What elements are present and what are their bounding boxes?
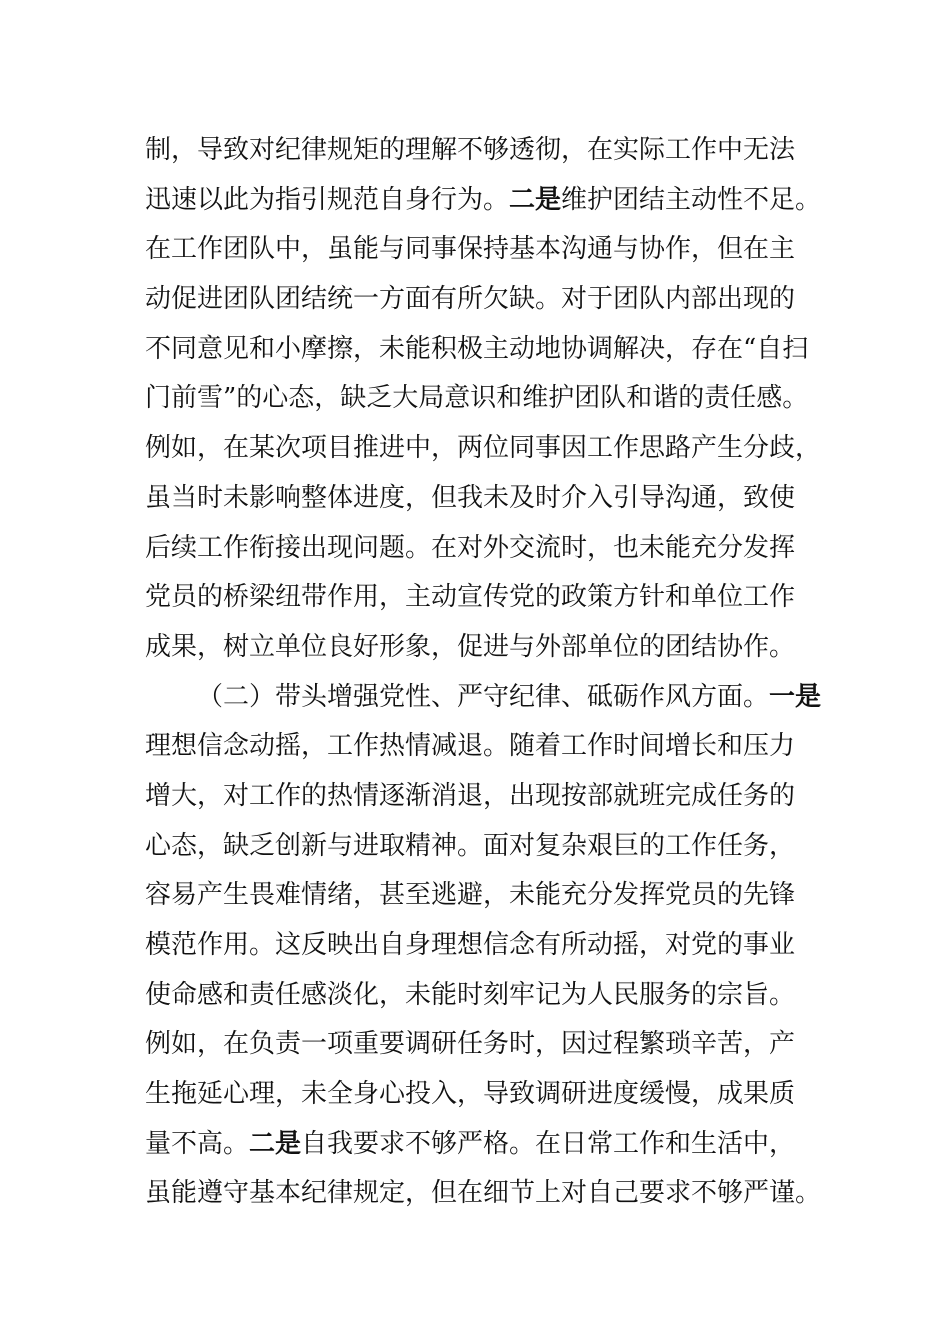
text-segment: 制，导致对纪律规矩的理解不够透彻，在实际工作中无法 [145,135,796,165]
text-line [145,722,845,772]
text-segment: 虽能遵守基本纪律规定，但在细节上对自己要求不够严谨。 [145,1178,822,1209]
text-segment: 心态，缺乏创新与进取精神。面对复杂艰巨的工作任务， [145,830,796,861]
text-segment: 理想信念动摇，工作热情减退。随着工作时间增长和压力 [145,731,796,762]
text-line [145,1169,845,1219]
text-line [145,374,845,424]
text-segment: 使命感和责任感淡化，未能时刻牢记为人民服务的宗旨。 [145,979,796,1010]
text-line [145,623,845,673]
text-line [145,275,845,325]
text-line [145,871,845,921]
text-segment: 容易产生畏难情绪，甚至逃避，未能充分发挥党员的先锋 [145,880,796,911]
text-line [145,772,845,822]
text-segment: 迅速以此为指引规范自身行为。 [145,184,510,215]
text-segment: 量不高。 [145,1128,250,1159]
text-segment: 自我要求不够严格。在日常工作和生活中， [301,1128,796,1159]
text-segment: 模范作用。这反映出自身理想信念有所动摇，对党的事业 [145,930,796,960]
text-segment: 后续工作衔接出现问题。在对外交流时，也未能充分发挥 [145,532,796,563]
text-line [145,176,845,226]
text-segment: 增大，对工作的热情逐渐消退，出现按部就班完成任务的 [145,780,796,811]
body-text [145,126,845,1219]
text-line [145,424,845,474]
text-segment: 例如，在某次项目推进中，两位同事因工作思路产生分歧， [145,433,822,464]
text-segment: 维护团结主动性不足。 [561,184,822,215]
text-segment: 动促进团队团结统一方面有所欠缺。对于团队内部出现的 [145,284,796,315]
text-line [145,1020,845,1070]
text-segment: 生拖延心理，未全身心投入，导致调研进度缓慢，成果质 [145,1079,796,1110]
text-segment: 在工作团队中，虽能与同事保持基本沟通与协作，但在主 [145,234,796,265]
text-line [145,822,845,872]
text-line [145,1070,845,1120]
text-line [145,474,845,524]
text-line [145,325,845,375]
text-line [145,126,845,176]
text-line [145,673,845,723]
text-segment: 门前雪”的心态，缺乏大局意识和维护团队和谐的责任感。 [145,383,809,414]
text-segment: 成果，树立单位良好形象，促进与外部单位的团结协作。 [145,631,796,662]
text-segment: 例如，在负责一项重要调研任务时，因过程繁琐辛苦，产 [145,1029,796,1060]
text-segment: 党员的桥梁纽带作用，主动宣传党的政策方针和单位工作 [145,582,796,613]
text-segment: 不同意见和小摩擦，未能积极主动地协调解决，存在“自扫 [145,333,809,364]
text-line [145,1120,845,1170]
bold-ordinal-marker: 二是 [249,1128,302,1159]
text-segment: （二）带头增强党性、严守纪律、砥砺作风方面。 [197,681,770,712]
text-line [145,225,845,275]
bold-ordinal-marker: 二是 [509,184,562,215]
text-line [145,573,845,623]
text-line [145,971,845,1021]
text-line [145,524,845,574]
text-line [145,921,845,971]
bold-ordinal-marker: 一是 [769,681,822,712]
text-segment: 虽当时未影响整体进度，但我未及时介入引导沟通，致使 [145,482,796,513]
